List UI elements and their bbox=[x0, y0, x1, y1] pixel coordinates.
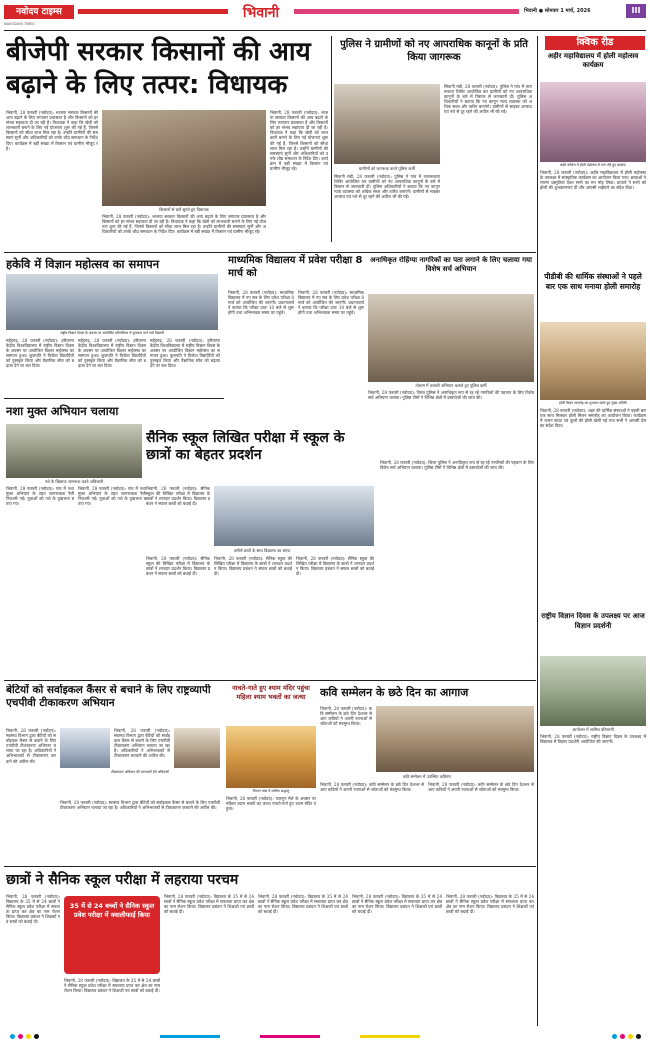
police-divider bbox=[331, 36, 332, 242]
registration-dot-black bbox=[34, 1034, 39, 1039]
registration-dot-yellow bbox=[26, 1034, 31, 1039]
rohingya-body: भिवानी, 28 फरवरी (नवोदय): जिला पुलिस ने अनाधिकृत रूप से रह रहे नागरिकों की पहचान के लिए विशेष सर्च अभियान चलाया। पुलिस टीमों ने विभिन्न क्षेत्रों में दस्तावेजों की जांच की। bbox=[368, 390, 534, 401]
row-rule-1 bbox=[4, 252, 536, 253]
row-rule-3 bbox=[4, 680, 536, 681]
science-caption: राष्ट्रीय विज्ञान दिवस के अवसर पर आयोजित प्रतियोगिता में पुरस्कार पाने वाले विद्यार्थी bbox=[60, 331, 164, 335]
science-day-headline: राष्ट्रीय विज्ञान दिवस के उपलक्ष्य पर आज विज्ञान प्रदर्शनी bbox=[541, 612, 645, 630]
footer-stripe-cyan bbox=[160, 1035, 220, 1038]
registration-dot-cyan bbox=[10, 1034, 15, 1039]
science-body-col1: महेंद्रगढ़, 28 फरवरी (नवोदय): हरियाणा केंद्रीय विश्वविद्यालय में राष्ट्रीय विज्ञान दिवस के अवसर पर आयोजित विज्ञान महोत्सव का समापन हुआ। कुलपति ने विजेता विद्यार्थियों को पुरस्कृत किया और वैज्ञानिक सोच को बढ़ावा देने पर बल दिया। bbox=[6, 338, 74, 369]
masthead-small-tag: NAVODAYA TIMES bbox=[4, 22, 35, 26]
science-day-photo bbox=[540, 656, 646, 726]
flag-badge-text: 35 में से 24 बच्चों ने सैनिक स्कूल प्रवेश परीक्षा में क्वालीफाई किया bbox=[69, 902, 155, 919]
hpv-body-col3: भिवानी, 28 फरवरी (नवोदय): स्वास्थ्य विभाग द्वारा बेटियों को सर्वाइकल कैंसर से बचाने के लिए एचपीवी टीकाकरण अभियान चलाया जा रहा है। अधिकारियों ने अभिभावकों से टीकाकरण करवाने की अपील की। bbox=[60, 800, 220, 811]
masthead-rule bbox=[4, 30, 646, 31]
lead-photo bbox=[102, 110, 266, 206]
drug-photo bbox=[6, 424, 142, 478]
masthead-red-bar bbox=[78, 9, 228, 14]
footer-stripe-yellow bbox=[360, 1035, 420, 1038]
kavi-body-col1: भिवानी, 28 फरवरी (नवोदय): कवि सम्मेलन के छठे दिन देशभर से आए कवियों ने अपनी रचनाओं से श्रोताओं को मंत्रमुग्ध किया। bbox=[320, 706, 372, 727]
sainik-body-col2: भिवानी, 28 फरवरी (नवोदय): सैनिक स्कूल की लिखित परीक्षा में विद्यालय के छात्रों ने शानदार प्रदर्शन किया। विद्यालय प्रबंधन ने सफल छात्रों को बधाई दी। bbox=[146, 556, 210, 577]
lead-body-col3: भिवानी, 28 फरवरी (नवोदय): भाजपा सरकार किसानों की आय बढ़ाने के लिए लगातार प्रयासरत है और किसानों को हर संभव सहायता दी जा रही है। विधायक ने कहा कि खेती को लाभकारी बनाने के लिए नई योजनाएं शुरू की गई हैं, जिनसे किसानों को सीधा लाभ मिल रहा है। उन्होंने ग्रामीणों की समस्याएं सुनीं और अधिकारियों को उनके शीघ्र समाधान के निर्देश दिए। कार्यक्रम में बड़ी संख्या में किसान एवं ग्रामीण मौजूद रहे। bbox=[270, 110, 328, 172]
quick-read-label: क्विक रीड bbox=[545, 36, 645, 50]
flag-body-col2: भिवानी, 28 फरवरी (नवोदय): विद्यालय के 35 में से 24 छात्रों ने सैनिक स्कूल प्रवेश परीक्षा में सफलता प्राप्त कर क्षेत्र का नाम रोशन किया। विद्यालय प्रबंधन ने शिक्षकों एवं छात्रों को बधाई दी। bbox=[64, 978, 160, 994]
sainik-photo bbox=[214, 486, 374, 546]
kavi-caption: कवि सम्मेलन में उपस्थित कविगण bbox=[402, 774, 452, 779]
kavi-headline: कवि सम्मेलन के छठे दिन का आगाज bbox=[320, 686, 469, 699]
registration-dot-magenta bbox=[18, 1034, 23, 1039]
right-column-divider bbox=[537, 36, 538, 1026]
masthead-pink-bar bbox=[294, 9, 519, 14]
flag-badge bbox=[64, 896, 160, 974]
shyam-body: भिवानी, 28 फरवरी (नवोदय): फाल्गुन मेले के अवसर पर महिला श्याम भक्तों का जत्था नाचते-गाते हुए श्याम मंदिर पहुंचा। bbox=[226, 796, 316, 812]
police-headline: पुलिस ने ग्रामीणों को नए आपराधिक कानूनों के प्रति किया जागरूक bbox=[340, 39, 528, 63]
lead-body-col2: भिवानी, 28 फरवरी (नवोदय): भाजपा सरकार किसानों की आय बढ़ाने के लिए लगातार प्रयासरत है और किसानों को हर संभव सहायता दी जा रही है। विधायक ने कहा कि खेती को लाभकारी बनाने के लिए नई योजनाएं शुरू की गई हैं, जिनसे किसानों को सीधा लाभ मिल रहा है। उन्होंने ग्रामीणों की समस्याएं सुनीं और अधिकारियों को उनके शीघ्र समाधान के निर्देश दिए। कार्यक्रम में बड़ी संख्या में किसान एवं ग्रामीण मौजूद रहे। bbox=[102, 214, 266, 235]
registration-dot-black-right bbox=[636, 1034, 641, 1039]
sainik-headline: सैनिक स्कूल लिखित परीक्षा में स्कूल के छात्रों का बेहतर प्रदर्शन bbox=[146, 430, 345, 463]
hpv-body-col1: भिवानी, 28 फरवरी (नवोदय): स्वास्थ्य विभाग द्वारा बेटियों को सर्वाइकल कैंसर से बचाने के लिए एचपीवी टीकाकरण अभियान चलाया जा रहा है। अधिकारियों ने अभिभावकों से टीकाकरण करवाने की अपील की। bbox=[6, 728, 56, 764]
quick-read-body: भिवानी, 28 फरवरी (नवोदय): अहीर महाविद्यालय में होली महोत्सव के उपलक्ष्य में सांस्कृतिक कार्यक्रम का आयोजन किया गया। छात्राओं ने रंगारंग प्रस्तुतियां देकर सभी का मन मोह लिया। प्राचार्य ने सभी को होली की शुभकामनाएं दीं और आपसी भाईचारे का संदेश दिया। bbox=[540, 170, 646, 191]
sainik-caption: उत्तीर्ण छात्रों के साथ विद्यालय का स्टाफ bbox=[233, 548, 291, 553]
hpv-headline: बेटियों को सर्वाइकल कैंसर से बचाने के लिए राष्ट्रव्यापी एचपीवी टीकाकरण अभियान bbox=[6, 684, 211, 709]
exam-body-col1: भिवानी, 28 फरवरी (नवोदय): माध्यमिक विद्यालय में नए सत्र के लिए प्रवेश परीक्षा 8 मार्च को आयोजित की जाएगी। प्रधानाचार्य ने बताया कि परीक्षा प्रातः 10 बजे से शुरू होगी तथा अभिभावक समय पर पहुंचें। bbox=[228, 290, 294, 316]
lead-photo-caption: किसानों से बातें सुनते हुए विधायक bbox=[159, 207, 209, 212]
rohingya-body-col2: भिवानी, 28 फरवरी (नवोदय): जिला पुलिस ने अनाधिकृत रूप से रह रहे नागरिकों की पहचान के लिए विशेष सर्च अभियान चलाया। पुलिस टीमों ने विभिन्न क्षेत्रों में दस्तावेजों की जांच की। bbox=[380, 460, 534, 471]
police-caption: ग्रामीणों को जागरूक करते पुलिस कर्मी bbox=[359, 166, 415, 171]
drug-headline: नशा मुक्त अभियान चलाया bbox=[6, 404, 119, 418]
kavi-body-col2: भिवानी, 28 फरवरी (नवोदय): कवि सम्मेलन के छठे दिन देशभर से आए कवियों ने अपनी रचनाओं से श्रोताओं को मंत्रमुग्ध किया। bbox=[320, 782, 424, 793]
quick-read-caption: अहीर कॉलेज में होली महोत्सव में भाग लेते हुए छात्राएं। bbox=[559, 163, 627, 167]
police-body-col2: सिवानी मंडी, 28 फरवरी (नवोदय): पुलिस ने गांव में जागरूकता शिविर आयोजित कर ग्रामीणों को नए आपराधिक कानूनों के बारे में विस्तार से जानकारी दी। पुलिस अधिकारियों ने बताया कि नए कानून न्याय व्यवस्था को अधिक सरल और त्वरित बनाएंगे। ग्रामीणों से साइबर अपराध एवं नशे से दूर रहने की अपील भी की गई। bbox=[444, 84, 532, 115]
flag-body-col5: भिवानी, 28 फरवरी (नवोदय): विद्यालय के 35 में से 24 छात्रों ने सैनिक स्कूल प्रवेश परीक्षा में सफलता प्राप्त कर क्षेत्र का नाम रोशन किया। विद्यालय प्रबंधन ने शिक्षकों एवं छात्रों को बधाई दी। bbox=[352, 894, 442, 915]
row-rule-4 bbox=[4, 866, 536, 867]
registration-dot-magenta-right bbox=[620, 1034, 625, 1039]
drug-body-col1: भिवानी, 28 फरवरी (नवोदय): गांव में नशा मुक्त अभियान के तहत जागरूकता रैली निकाली गई। युवाओं को नशे के दुष्प्रभाव बताए गए। bbox=[6, 486, 74, 507]
science-body-col2: महेंद्रगढ़, 28 फरवरी (नवोदय): हरियाणा केंद्रीय विश्वविद्यालय में राष्ट्रीय विज्ञान दिवस के अवसर पर आयोजित विज्ञान महोत्सव का समापन हुआ। कुलपति ने विजेता विद्यार्थियों को पुरस्कृत किया और वैज्ञानिक सोच को बढ़ावा देने पर बल दिया। bbox=[78, 338, 146, 369]
page-number: III bbox=[626, 4, 646, 18]
lead-body-col1: भिवानी, 28 फरवरी (नवोदय): भाजपा सरकार किसानों की आय बढ़ाने के लिए लगातार प्रयासरत है और किसानों को हर संभव सहायता दी जा रही है। विधायक ने कहा कि खेती को लाभकारी बनाने के लिए नई योजनाएं शुरू की गई हैं, जिनसे किसानों को सीधा लाभ मिल रहा है। उन्होंने ग्रामीणों की समस्याएं सुनीं और अधिकारियों को उनके शीघ्र समाधान के निर्देश दिए। कार्यक्रम में बड़ी संख्या में किसान एवं ग्रामीण मौजूद रहे। bbox=[6, 110, 98, 151]
lead-headline: बीजेपी सरकार किसानों की आय बढ़ाने के लिए तत्पर: विधायक bbox=[6, 37, 311, 100]
masthead-dateline: भिवानी ● सोमवार 1 मार्च, 2026 bbox=[524, 8, 591, 14]
science-body-col3: महेंद्रगढ़, 28 फरवरी (नवोदय): हरियाणा केंद्रीय विश्वविद्यालय में राष्ट्रीय विज्ञान दिवस के अवसर पर आयोजित विज्ञान महोत्सव का समापन हुआ। कुलपति ने विजेता विद्यार्थियों को पुरस्कृत किया और वैज्ञानिक सोच को बढ़ावा देने पर बल दिया। bbox=[150, 338, 220, 369]
flag-body-col4: भिवानी, 28 फरवरी (नवोदय): विद्यालय के 35 में से 24 छात्रों ने सैनिक स्कूल प्रवेश परीक्षा में सफलता प्राप्त कर क्षेत्र का नाम रोशन किया। विद्यालय प्रबंधन ने शिक्षकों एवं छात्रों को बधाई दी। bbox=[258, 894, 348, 915]
sainik-body-col1: भिवानी, 28 फरवरी (नवोदय): सैनिक स्कूल की लिखित परीक्षा में विद्यालय के छात्रों ने शानदार प्रदर्शन किया। विद्यालय प्रबंधन ने सफल छात्रों को बधाई दी। bbox=[146, 486, 210, 507]
flag-body-col6: भिवानी, 28 फरवरी (नवोदय): विद्यालय के 35 में से 24 छात्रों ने सैनिक स्कूल प्रवेश परीक्षा में सफलता प्राप्त कर क्षेत्र का नाम रोशन किया। विद्यालय प्रबंधन ने शिक्षकों एवं छात्रों को बधाई दी। bbox=[446, 894, 534, 915]
holi-body: भिवानी, 28 फरवरी (नवोदय): शहर की धार्मिक संस्थाओं ने पहली बार एक साथ मिलकर होली मिलन समारोह का आयोजन किया। कार्यक्रम में भजन संध्या एवं फूलों की होली खेली गई तथा सभी ने आपसी प्रेम का संदेश दिया। bbox=[540, 408, 646, 429]
flag-body-col3: भिवानी, 28 फरवरी (नवोदय): विद्यालय के 35 में से 24 छात्रों ने सैनिक स्कूल प्रवेश परीक्षा में सफलता प्राप्त कर क्षेत्र का नाम रोशन किया। विद्यालय प्रबंधन ने शिक्षकों एवं छात्रों को बधाई दी। bbox=[164, 894, 254, 915]
hpv-photo-1 bbox=[60, 728, 110, 768]
registration-dot-yellow-right bbox=[628, 1034, 633, 1039]
sainik-body-col4: भिवानी, 28 फरवरी (नवोदय): सैनिक स्कूल की लिखित परीक्षा में विद्यालय के छात्रों ने शानदार प्रदर्शन किया। विद्यालय प्रबंधन ने सफल छात्रों को बधाई दी। bbox=[296, 556, 374, 577]
rohingya-caption: तोशाम में तलाशी अभियान चलाते हुए पुलिस कर्मी bbox=[415, 383, 487, 388]
quick-read-headline: अहीर महाविद्यालय में होली महोत्सव कार्यक्रम bbox=[547, 52, 639, 69]
shyam-photo bbox=[226, 726, 316, 788]
science-headline: हकेवि में विज्ञान महोत्सव का समापन bbox=[6, 257, 160, 271]
police-body-col1: सिवानी मंडी, 28 फरवरी (नवोदय): पुलिस ने गांव में जागरूकता शिविर आयोजित कर ग्रामीणों को नए आपराधिक कानूनों के बारे में विस्तार से जानकारी दी। पुलिस अधिकारियों ने बताया कि नए कानून न्याय व्यवस्था को अधिक सरल और त्वरित बनाएंगे। ग्रामीणों से साइबर अपराध एवं नशे से दूर रहने की अपील भी की गई। bbox=[334, 174, 440, 200]
holi-headline: पीडीबी की धार्मिक संस्थाओं ने पहले बार एक साथ मनाया होली समारोह bbox=[544, 272, 642, 291]
police-photo bbox=[334, 84, 440, 164]
science-day-body: भिवानी, 28 फरवरी (नवोदय): राष्ट्रीय विज्ञान दिवस के उपलक्ष्य में विद्यालय में विज्ञान प्रदर्शनी आयोजित की जाएगी। bbox=[540, 734, 646, 745]
science-day-caption: आयोजन में शामिल प्रतिभागी bbox=[572, 727, 614, 732]
shyam-headline: नाचते-गाते हुए श्याम मंदिर पहुंचा महिला श्याम भक्तों का जत्था bbox=[232, 684, 310, 701]
flag-body-col1: भिवानी, 28 फरवरी (नवोदय): विद्यालय के 35 में से 24 छात्रों ने सैनिक स्कूल प्रवेश परीक्षा में सफलता प्राप्त कर क्षेत्र का नाम रोशन किया। विद्यालय प्रबंधन ने शिक्षकों एवं छात्रों को बधाई दी। bbox=[6, 894, 60, 925]
rohingya-headline: अनाधिकृत रोहिंग्या नागरिकों का पता लगाने के लिए चलाया गया विशेष सर्च अभियान bbox=[370, 256, 532, 273]
kavi-body-col3: भिवानी, 28 फरवरी (नवोदय): कवि सम्मेलन के छठे दिन देशभर से आए कवियों ने अपनी रचनाओं से श्रोताओं को मंत्रमुग्ध किया। bbox=[428, 782, 534, 793]
masthead-center-label: भिवानी bbox=[242, 5, 280, 21]
drug-caption: नशे के खिलाफ जागरूक करते अधिकारी bbox=[44, 479, 104, 484]
flag-headline: छात्रों ने सैनिक स्कूल परीक्षा में लहराया परचम bbox=[6, 872, 239, 888]
exam-body-col2: भिवानी, 28 फरवरी (नवोदय): माध्यमिक विद्यालय में नए सत्र के लिए प्रवेश परीक्षा 8 मार्च को आयोजित की जाएगी। प्रधानाचार्य ने बताया कि परीक्षा प्रातः 10 बजे से शुरू होगी तथा अभिभावक समय पर पहुंचें। bbox=[298, 290, 364, 316]
shyam-caption: निशान यात्रा में शामिल श्रद्धालु bbox=[252, 789, 290, 793]
kavi-photo bbox=[376, 706, 534, 772]
hpv-body-col2: भिवानी, 28 फरवरी (नवोदय): स्वास्थ्य विभाग द्वारा बेटियों को सर्वाइकल कैंसर से बचाने के लिए एचपीवी टीकाकरण अभियान चलाया जा रहा है। अधिकारियों ने अभिभावकों से टीकाकरण करवाने की अपील की। bbox=[114, 728, 170, 759]
rohingya-photo bbox=[368, 294, 534, 382]
hpv-caption: टीकाकरण अभियान की जानकारी देते अधिकारी bbox=[110, 770, 170, 774]
holi-photo bbox=[540, 322, 646, 400]
masthead bbox=[0, 0, 650, 36]
science-photo bbox=[6, 274, 218, 330]
footer-color-bar bbox=[0, 1030, 650, 1043]
quick-read-photo bbox=[540, 82, 646, 162]
sainik-body-col3: भिवानी, 28 फरवरी (नवोदय): सैनिक स्कूल की लिखित परीक्षा में विद्यालय के छात्रों ने शानदार प्रदर्शन किया। विद्यालय प्रबंधन ने सफल छात्रों को बधाई दी। bbox=[214, 556, 292, 577]
drug-body-col2: भिवानी, 28 फरवरी (नवोदय): गांव में नशा मुक्त अभियान के तहत जागरूकता रैली निकाली गई। युवाओं को नशे के दुष्प्रभाव बताए गए। bbox=[78, 486, 146, 507]
registration-dot-cyan-right bbox=[612, 1034, 617, 1039]
footer-stripe-magenta bbox=[260, 1035, 320, 1038]
masthead-left-label: नवोदय टाइम्स bbox=[4, 5, 74, 19]
exam-headline: माध्यमिक विद्यालय में प्रवेश परीक्षा 8 मार्च को bbox=[228, 255, 363, 279]
row-rule-2 bbox=[4, 398, 224, 399]
hpv-photo-2 bbox=[174, 728, 220, 768]
holi-caption: होली मिलन समारोह का शुभारंभ करते हुए मुख्य अतिथि bbox=[559, 401, 627, 405]
